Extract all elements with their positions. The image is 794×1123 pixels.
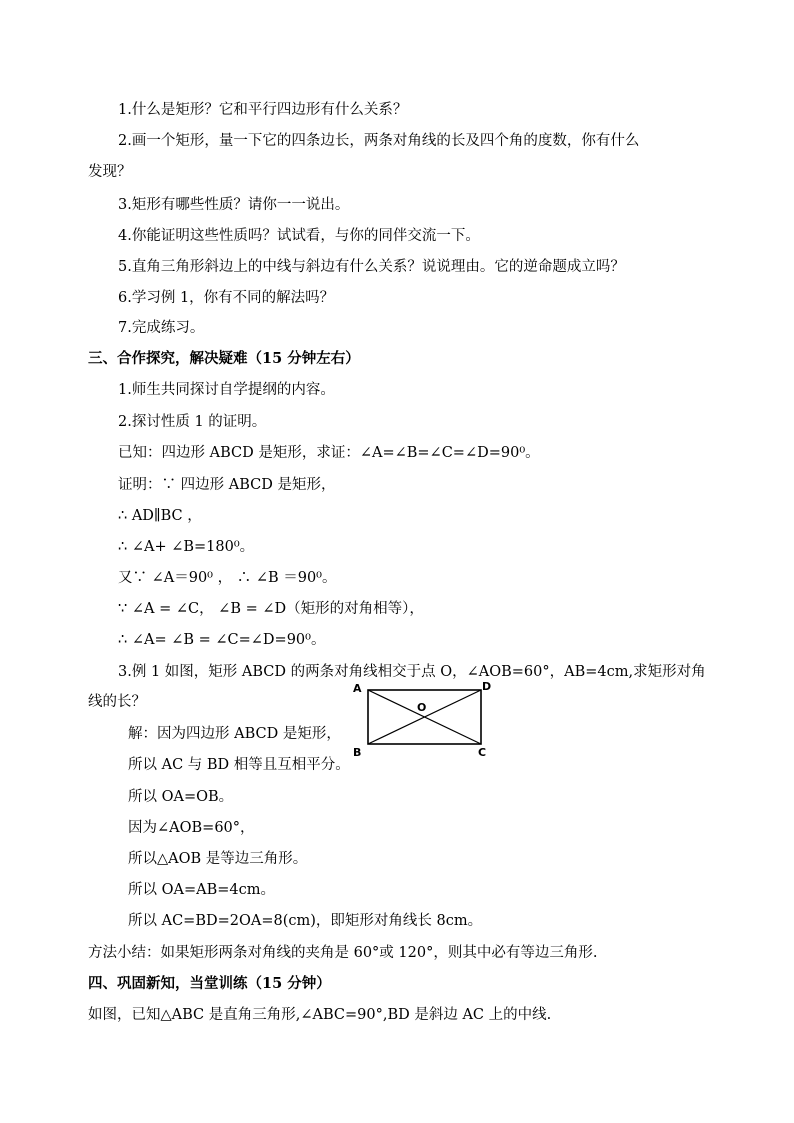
label-d: D: [482, 680, 492, 693]
question-1: 1.什么是矩形？它和平行四边形有什么关系？: [118, 102, 408, 118]
section-4-title: 四、巩固新知，当堂训练（15 分钟）: [88, 975, 331, 992]
question-2-cont: 发现？: [88, 164, 132, 180]
example-1-line-2: 线的长？: [88, 694, 146, 710]
rectangle-figure: [350, 678, 500, 760]
solution-2: 所以 AC 与 BD 相等且互相平分。: [128, 757, 350, 773]
s3-item-2: 2.探讨性质 1 的证明。: [118, 414, 267, 430]
section-4-text: 如图，已知△ABC 是直角三角形,∠ABC=90°,BD 是斜边 AC 上的中线.: [88, 1007, 552, 1023]
s3-given: 已知：四边形 ABCD 是矩形，求证：∠A=∠B=∠C=∠D=90⁰。: [118, 445, 540, 461]
section-3-title: 三、合作探究，解决疑难（15 分钟左右）: [88, 350, 360, 367]
label-o: O: [417, 701, 427, 714]
label-c: C: [478, 746, 487, 759]
s3-proof-step-4: ∵ ∠A = ∠C， ∠B = ∠D（矩形的对角相等），: [118, 601, 424, 617]
question-2: 2.画一个矩形，量一下它的四条边长，两条对角线的长及四个角的度数，你有什么: [118, 133, 640, 149]
s3-proof-start: 证明：∵ 四边形 ABCD 是矩形，: [118, 477, 336, 493]
question-6: 6.学习例 1，你有不同的解法吗？: [118, 290, 335, 306]
question-7: 7.完成练习。: [118, 320, 205, 336]
question-3: 3.矩形有哪些性质？请你一一说出。: [118, 197, 350, 213]
s3-proof-conclusion: ∴ ∠A= ∠B = ∠C=∠D=90⁰。: [118, 632, 326, 648]
label-b: B: [353, 746, 362, 759]
solution-4: 因为∠AOB=60°，: [128, 820, 255, 836]
s3-proof-step-3: 又∵ ∠A＝90⁰ ， ∴ ∠B ＝90⁰。: [118, 570, 337, 586]
example-1-line-1: 3.例 1 如图，矩形 ABCD 的两条对角线相交于点 O，∠AOB=60°，AB=4cm,求矩形对角: [118, 664, 706, 680]
solution-7: 所以 AC=BD=2OA=8(cm)，即矩形对角线长 8cm。: [128, 913, 483, 929]
solution-5: 所以△AOB 是等边三角形。: [128, 851, 308, 867]
label-a: A: [353, 682, 362, 695]
question-5: 5.直角三角形斜边上的中线与斜边有什么关系？说说理由。它的逆命题成立吗？: [118, 259, 625, 275]
question-4: 4.你能证明这些性质吗？试试看，与你的同伴交流一下。: [118, 228, 480, 244]
s3-proof-step-2: ∴ ∠A+ ∠B=180⁰。: [118, 539, 255, 555]
s3-proof-step-1: ∴ AD∥BC ，: [118, 508, 202, 524]
s3-item-1: 1.师生共同探讨自学提纲的内容。: [118, 382, 335, 398]
solution-6: 所以 OA=AB=4cm。: [128, 882, 275, 898]
solution-3: 所以 OA=OB。: [128, 789, 234, 805]
solution-1: 解：因为四边形 ABCD 是矩形，: [128, 726, 341, 742]
method-summary: 方法小结：如果矩形两条对角线的夹角是 60°或 120°，则其中必有等边三角形.: [88, 945, 598, 961]
